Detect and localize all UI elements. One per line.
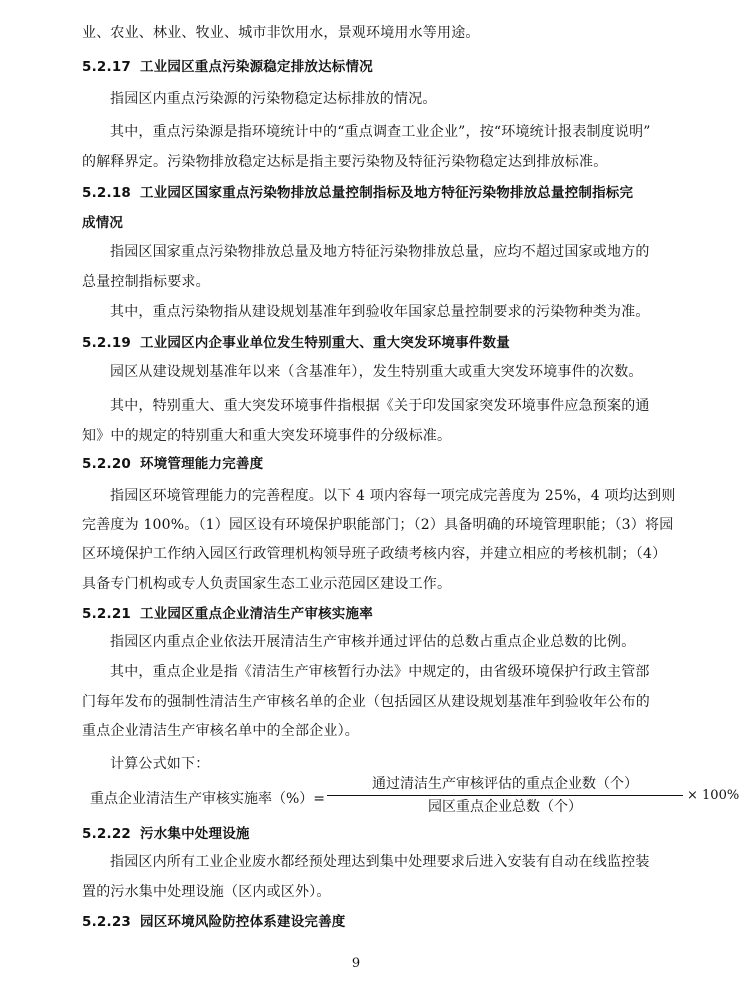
paragraph-line: 指园区内所有工业企业废水都经预处理达到集中处理要求后进入安装有自动在线监控装: [110, 854, 650, 870]
formula-numerator: 通过清洁生产审核评估的重点企业数（个）: [372, 776, 638, 792]
section-heading-5-2-17: [82, 57, 634, 77]
section-title: 环境管理能力完善度: [140, 456, 264, 472]
section-number: 5.2.21: [82, 606, 132, 622]
section-title: 工业园区内企事业单位发生特别重大、重大突发环境事件数量: [140, 335, 510, 351]
section-heading-5-2-18: [82, 183, 634, 203]
page-number: 9: [351, 956, 361, 971]
section-heading-5-2-22: [82, 824, 634, 844]
section-title: 污水集中处理设施: [140, 826, 250, 842]
paragraph-line: 区环境保护工作纳入园区行政管理机构领导班子政绩考核内容，并建立相应的考核机制；（4）: [82, 546, 667, 562]
section-title: 工业园区重点企业清洁生产审核实施率: [140, 606, 373, 622]
section-title: 园区环境风险防控体系建设完善度: [140, 914, 346, 930]
paragraph-line: 其中，重点企业是指《清洁生产审核暂行办法》中规定的，由省级环境保护行政主管部: [110, 664, 650, 680]
formula-multiplier: × 100%: [687, 788, 739, 803]
section-heading-continuation: 成情况: [82, 215, 124, 231]
paragraph-line: 业、农业、林业、牧业、城市非饮用水，景观环境用水等用途。: [82, 25, 480, 41]
paragraph-line: 其中，重点污染源是指环境统计中的“重点调查工业企业”，按“环境统计报表制度说明”: [110, 124, 651, 140]
formula-fraction: [327, 774, 683, 817]
section-number: 5.2.22: [82, 826, 132, 842]
paragraph-line: 重点企业清洁生产审核名单中的全部企业）。: [82, 723, 359, 739]
section-number: 5.2.20: [82, 456, 132, 472]
section-heading-5-2-19: [82, 333, 634, 353]
fraction-bar: [327, 795, 683, 796]
paragraph-line: 指园区环境管理能力的完善程度。以下 4 项内容每一项完成完善度为 25%，4 项均达到则: [110, 488, 676, 504]
paragraph-line: 计算公式如下：: [110, 756, 210, 772]
paragraph-line: 的解释界定。污染物排放稳定达标是指主要污染物及特征污染物稳定达到排放标准。: [82, 154, 608, 170]
formula-lhs: 重点企业清洁生产审核实施率（%）=: [90, 791, 326, 807]
section-title: 工业园区重点污染源稳定排放达标情况: [140, 59, 373, 75]
formula-denominator: 园区重点企业总数（个）: [428, 799, 582, 815]
section-heading-5-2-23: [82, 912, 634, 932]
section-heading-5-2-20: [82, 454, 634, 474]
paragraph-line: 其中，重点污染物指从建设规划基准年到验收年国家总量控制要求的污染物种类为准。: [110, 304, 650, 320]
paragraph-line: 置的污水集中处理设施（区内或区外）。: [82, 884, 331, 900]
section-number: 5.2.18: [82, 185, 132, 201]
paragraph-line: 指园区内重点污染源的污染物稳定达标排放的情况。: [110, 91, 437, 107]
section-number: 5.2.23: [82, 914, 132, 930]
paragraph-line: 指园区国家重点污染物排放总量及地方特征污染物排放总量，应均不超过国家或地方的: [110, 244, 650, 260]
paragraph-line: 知》中的规定的特别重大和重大突发环境事件的分级标准。: [82, 428, 452, 444]
paragraph-line: 具备专门机构或专人负责国家生态工业示范园区建设工作。: [82, 576, 452, 592]
paragraph-line: 园区从建设规划基准年以来（含基准年），发生特别重大或重大突发环境事件的次数。: [110, 364, 643, 380]
paragraph-line: 其中，特别重大、重大突发环境事件指根据《关于印发国家突发环境事件应急预案的通: [110, 398, 650, 414]
paragraph-line: 指园区内重点企业依法开展清洁生产审核并通过评估的总数占重点企业总数的比例。: [110, 634, 636, 650]
section-number: 5.2.19: [82, 335, 132, 351]
paragraph-line: 完善度为 100%。（1）园区设有环境保护职能部门；（2）具备明确的环境管理职能；（3）将园: [82, 517, 674, 533]
section-heading-5-2-21: [82, 604, 634, 624]
paragraph-line: 门每年发布的强制性清洁生产审核名单的企业（包括园区从建设规划基准年到验收年公布的: [82, 694, 650, 710]
formula-block: [90, 774, 739, 822]
section-number: 5.2.17: [82, 59, 132, 75]
section-title: 工业园区国家重点污染物排放总量控制指标及地方特征污染物排放总量控制指标完: [140, 185, 634, 201]
paragraph-line: 总量控制指标要求。: [82, 274, 210, 290]
